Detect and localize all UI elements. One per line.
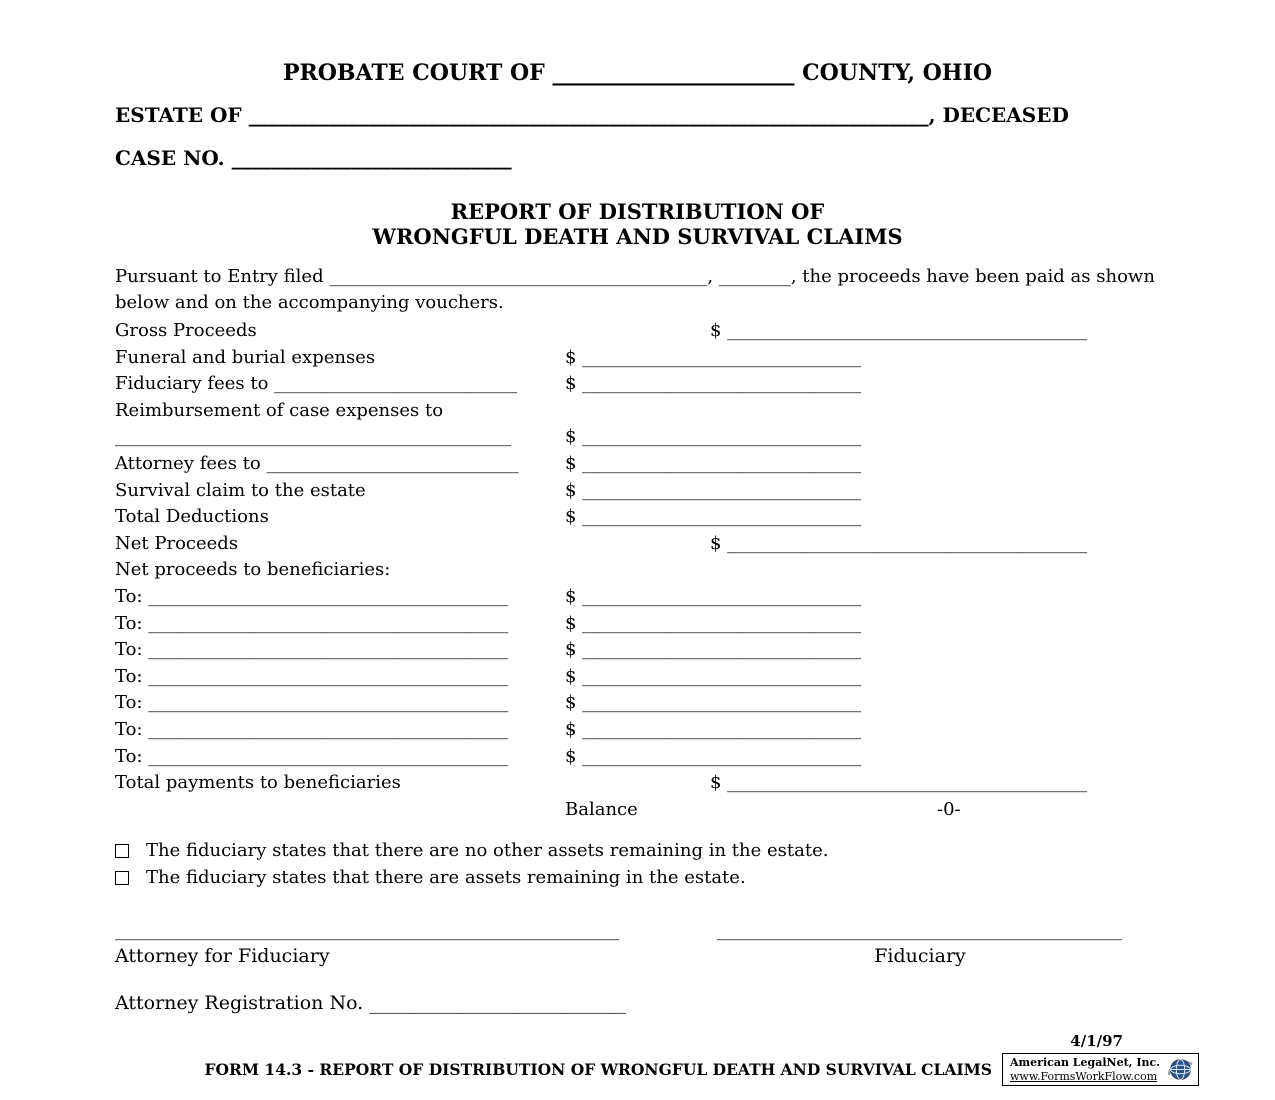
court-title-suffix: COUNTY, OHIO (802, 60, 993, 86)
beneficiary-name-blank: To: ________________________________________ (115, 639, 509, 661)
beneficiary-name-blank: To: ________________________________________ (115, 665, 509, 687)
row-label: Gross Proceeds (115, 320, 257, 341)
row-total-payments (115, 769, 1160, 796)
amount-line: $ ________________________________________ (710, 772, 1088, 794)
row-label: Fiduciary fees to ___________________________ (115, 373, 518, 395)
row-reimbursement-label (115, 397, 1160, 424)
fiduciary-signature-block (717, 920, 1123, 967)
row-net-proceeds (115, 530, 1160, 557)
attorney-signature-block (115, 920, 627, 967)
row-total-deductions (115, 503, 1160, 530)
beneficiary-name-blank: To: ________________________________________ (115, 718, 509, 740)
intro-text-after: , the proceeds have been paid as shown below and on the accompanying vouchers. (115, 266, 1155, 313)
row-beneficiary-5 (115, 689, 1160, 716)
formsworkflow-link[interactable]: www.FormsWorkFlow.com (1010, 1070, 1158, 1083)
row-label: Net proceeds to beneficiaries: (115, 559, 391, 581)
attorney-registration-line (115, 992, 1160, 1014)
form-title (115, 199, 1160, 249)
legalnet-company-label: American LegalNet, Inc. (1010, 1056, 1160, 1069)
balance-value: -0- (937, 798, 961, 820)
row-beneficiary-1 (115, 583, 1160, 610)
amount-line: $ ________________________________________ (710, 320, 1088, 341)
intro-comma: , (707, 266, 714, 287)
estate-line (115, 103, 1160, 127)
row-attorney-fees (115, 450, 1160, 477)
row-gross-proceeds (115, 317, 1160, 344)
row-fiduciary-fees (115, 370, 1160, 397)
county-name-blank: ______________________ (552, 60, 795, 86)
beneficiary-name-blank: To: ________________________________________ (115, 612, 509, 634)
legalnet-badge-text (1010, 1056, 1160, 1083)
amount-line: $ _______________________________ (565, 718, 862, 740)
attorney-registration-label: Attorney Registration No. (115, 992, 364, 1015)
beneficiary-name-blank: To: ________________________________________ (115, 585, 509, 607)
row-balance (115, 796, 1160, 823)
row-beneficiary-3 (115, 636, 1160, 663)
row-beneficiaries-header (115, 556, 1160, 583)
amount-line: $ _______________________________ (565, 452, 862, 474)
entry-filed-blank: __________________________________________ (329, 266, 708, 287)
amount-line: $ _______________________________ (565, 612, 862, 634)
amount-line: $ _______________________________ (565, 692, 862, 714)
amount-line: $ _______________________________ (565, 506, 862, 528)
row-label: Net Proceeds (115, 532, 239, 554)
statement-assets-remaining (115, 864, 1160, 891)
case-number-label: CASE NO. (115, 146, 225, 170)
attorney-signature-line: ________________________________________________________ (115, 920, 619, 942)
amount-line: $ _______________________________ (565, 479, 862, 501)
statement-label: The fiduciary states that there are no other assets remaining in the estate. (146, 840, 829, 862)
row-beneficiary-6 (115, 716, 1160, 743)
payee-blank: ____________________________________________ (115, 426, 511, 448)
row-label: Total Deductions (115, 506, 269, 528)
amount-line: $ _______________________________ (565, 745, 862, 767)
legalnet-badge (1002, 1053, 1199, 1086)
signature-section (115, 920, 1160, 967)
balance-label: Balance (565, 798, 638, 820)
row-survival-claim (115, 477, 1160, 504)
amount-line: $ _______________________________ (565, 346, 862, 368)
entry-date-blank: ________ (718, 266, 791, 287)
distribution-rows (115, 317, 1160, 822)
case-number-line (115, 146, 1160, 170)
deceased-label: , DECEASED (928, 103, 1069, 127)
amount-line: $ _______________________________ (565, 665, 862, 687)
fiduciary-label: Fiduciary (874, 945, 966, 968)
row-label: Reimbursement of case expenses to (115, 399, 444, 421)
row-label: Funeral and burial expenses (115, 346, 376, 368)
case-number-blank: ____________________________ (231, 146, 512, 170)
beneficiary-name-blank: To: ________________________________________ (115, 692, 509, 714)
revision-date: 4/1/97 (1070, 1032, 1123, 1050)
fiduciary-statements (115, 837, 1160, 891)
attorney-registration-blank: ___________________________ (369, 992, 626, 1015)
court-title-prefix: PROBATE COURT OF (282, 60, 545, 86)
court-title (115, 0, 1160, 86)
checkbox-no-other-assets[interactable] (115, 844, 129, 858)
globe-icon (1167, 1056, 1194, 1083)
row-funeral-expenses (115, 344, 1160, 371)
checkbox-assets-remaining[interactable] (115, 871, 129, 885)
row-label: Attorney fees to ____________________________ (115, 452, 519, 474)
row-label: Total payments to beneficiaries (115, 772, 401, 794)
estate-label: ESTATE OF (115, 103, 242, 127)
amount-line: $ _______________________________ (565, 426, 862, 448)
row-beneficiary-2 (115, 610, 1160, 637)
amount-line: $ _______________________________ (565, 373, 862, 395)
footer (0, 1053, 1199, 1086)
statement-no-other-assets (115, 837, 1160, 864)
row-beneficiary-4 (115, 663, 1160, 690)
intro-text-before: Pursuant to Entry filed (115, 266, 324, 287)
row-label: Survival claim to the estate (115, 479, 366, 501)
form-id-label: FORM 14.3 - REPORT OF DISTRIBUTION OF WRONGFUL DEATH AND SURVIVAL CLAIMS (204, 1060, 992, 1079)
intro-paragraph (115, 264, 1160, 316)
form-title-line2: WRONGFUL DEATH AND SURVIVAL CLAIMS (372, 224, 903, 249)
estate-name-blank: ____________________________________________________________________ (248, 103, 929, 127)
amount-line: $ ________________________________________ (710, 532, 1088, 554)
row-reimbursement-line (115, 423, 1160, 450)
beneficiary-name-blank: To: ________________________________________ (115, 745, 509, 767)
amount-line: $ _______________________________ (565, 585, 862, 607)
statement-label: The fiduciary states that there are assets remaining in the estate. (146, 867, 746, 889)
attorney-for-fiduciary-label: Attorney for Fiduciary (115, 945, 330, 968)
fiduciary-signature-line: _____________________________________________ (717, 920, 1122, 942)
amount-line: $ _______________________________ (565, 639, 862, 661)
form-title-line1: REPORT OF DISTRIBUTION OF (450, 199, 825, 224)
row-beneficiary-7 (115, 743, 1160, 770)
